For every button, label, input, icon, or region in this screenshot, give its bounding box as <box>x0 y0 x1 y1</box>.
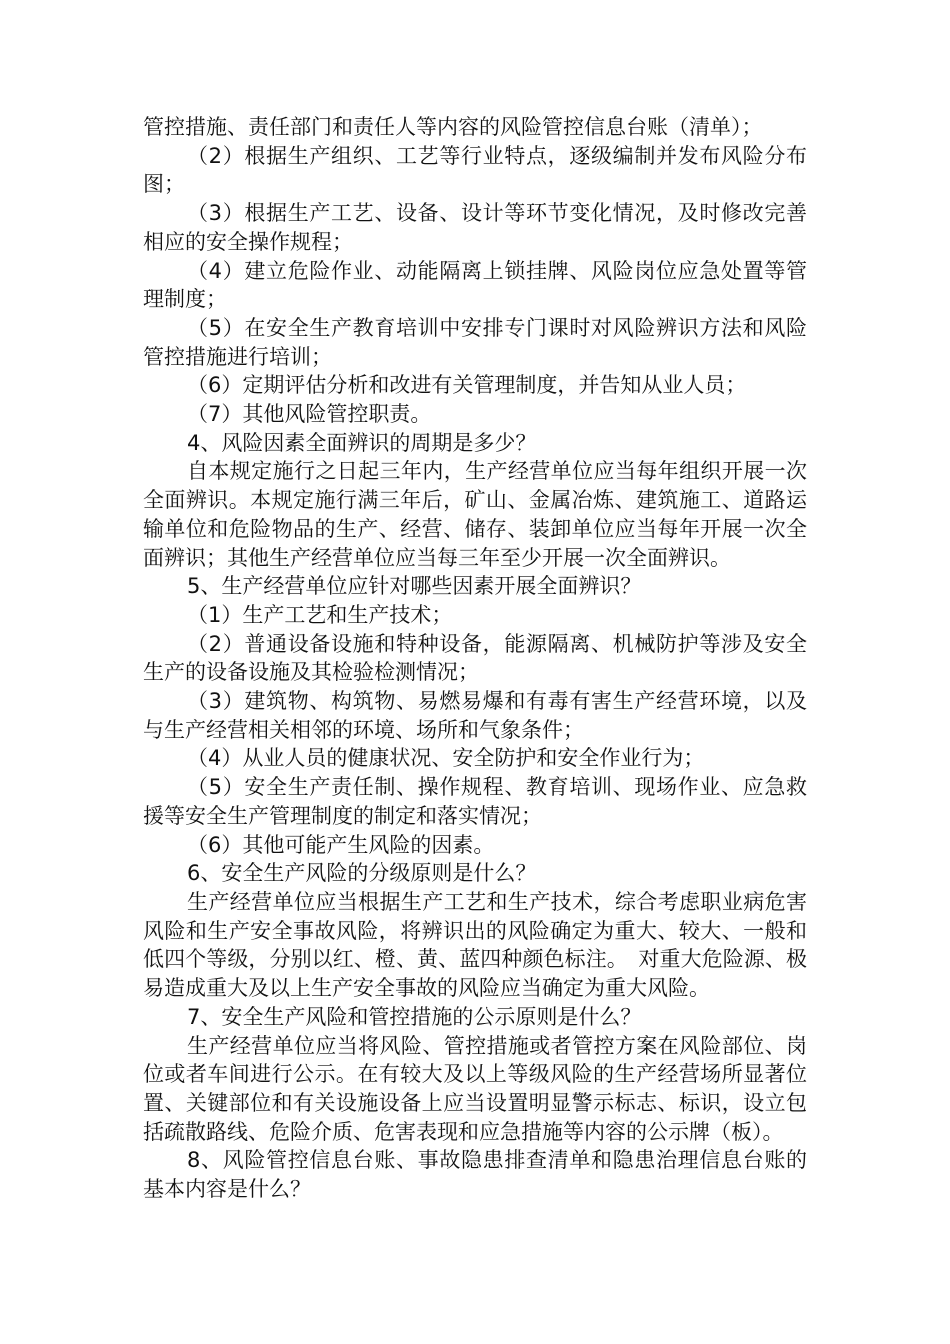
question-7-heading: 7、安全生产风险和管控措施的公示原则是什么？ <box>187 1004 642 1029</box>
paragraph-2: （2）根据生产组织、工艺等行业特点，逐级编制并发布风险分布图； <box>143 143 807 197</box>
paragraph-5: （5）在安全生产教育培训中安排专门课时对风险辨识方法和风险管控措施进行培训； <box>143 315 807 369</box>
paragraph-7: （7）其他风险管控职责。 <box>187 402 432 427</box>
question-5-heading: 5、生产经营单位应针对哪些因素开展全面辨识？ <box>187 574 642 599</box>
question-4-heading: 4、风险因素全面辨识的周期是多少？ <box>187 430 537 455</box>
list-item-5-4: （4）从业人员的健康状况、安全防护和安全作业行为； <box>187 746 705 771</box>
question-8-heading: 8、风险管控信息台账、事故隐患排查清单和隐患治理信息台账的基本内容是什么？ <box>143 1148 807 1202</box>
paragraph-3: （3）根据生产工艺、设备、设计等环节变化情况，及时修改完善相应的安全操作规程； <box>143 201 807 254</box>
document-page <box>143 113 807 1204</box>
answer-4: 自本规定施行之日起三年内，生产经营单位应当每年组织开展一次全面辨识。本规定施行满三年后，矿山、金属冶炼、建筑施工、道路运输单位和危险物品的生产、经营、储存、装卸单位应当每年开展一次全面辨识；其他生产经营单位应当每三年至少开展一次全面辨识。 <box>143 459 807 570</box>
answer-6: 生产经营单位应当根据生产工艺和生产技术，综合考虑职业病危害风险和生产安全事故风险，将辨识出的风险确定为重大、较大、一般和低四个等级，分别以红、橙、黄、蓝四种颜色标注。 对重大危险源、极易造成重大及以上生产安全事故的风险应当确定为重大风险。 <box>143 889 807 1001</box>
list-item-5-3: （3）建筑物、构筑物、易燃易爆和有毒有害生产经营环境，以及与生产经营相关相邻的环境、场所和气象条件； <box>143 689 807 742</box>
list-item-5-5: （5）安全生产责任制、操作规程、教育培训、现场作业、应急救援等安全生产管理制度的制定和落实情况； <box>143 775 807 828</box>
list-item-5-6: （6）其他可能产生风险的因素。 <box>187 832 495 857</box>
paragraph-1: 管控措施、责任部门和责任人等内容的风险管控信息台账（清单）； <box>143 115 763 139</box>
list-item-5-1: （1）生产工艺和生产技术； <box>187 602 453 627</box>
paragraph-6: （6）定期评估分析和改进有关管理制度，并告知从业人员； <box>187 373 747 398</box>
question-6-heading: 6、安全生产风险的分级原则是什么？ <box>187 861 537 886</box>
paragraph-4: （4）建立危险作业、动能隔离上锁挂牌、风险岗位应急处置等管理制度； <box>143 258 807 312</box>
list-item-5-2: （2）普通设备设施和特种设备，能源隔离、机械防护等涉及安全生产的设备设施及其检验检测情况； <box>143 631 807 685</box>
answer-7: 生产经营单位应当将风险、管控措施或者管控方案在风险部位、岗位或者车间进行公示。在有较大及以上等级风险的生产经营场所显著位置、关键部位和有关设施设备上应当设置明显警示标志、标识，设立包括疏散路线、危险介质、危害表现和应急措施等内容的公示牌（板）。 <box>143 1033 807 1144</box>
